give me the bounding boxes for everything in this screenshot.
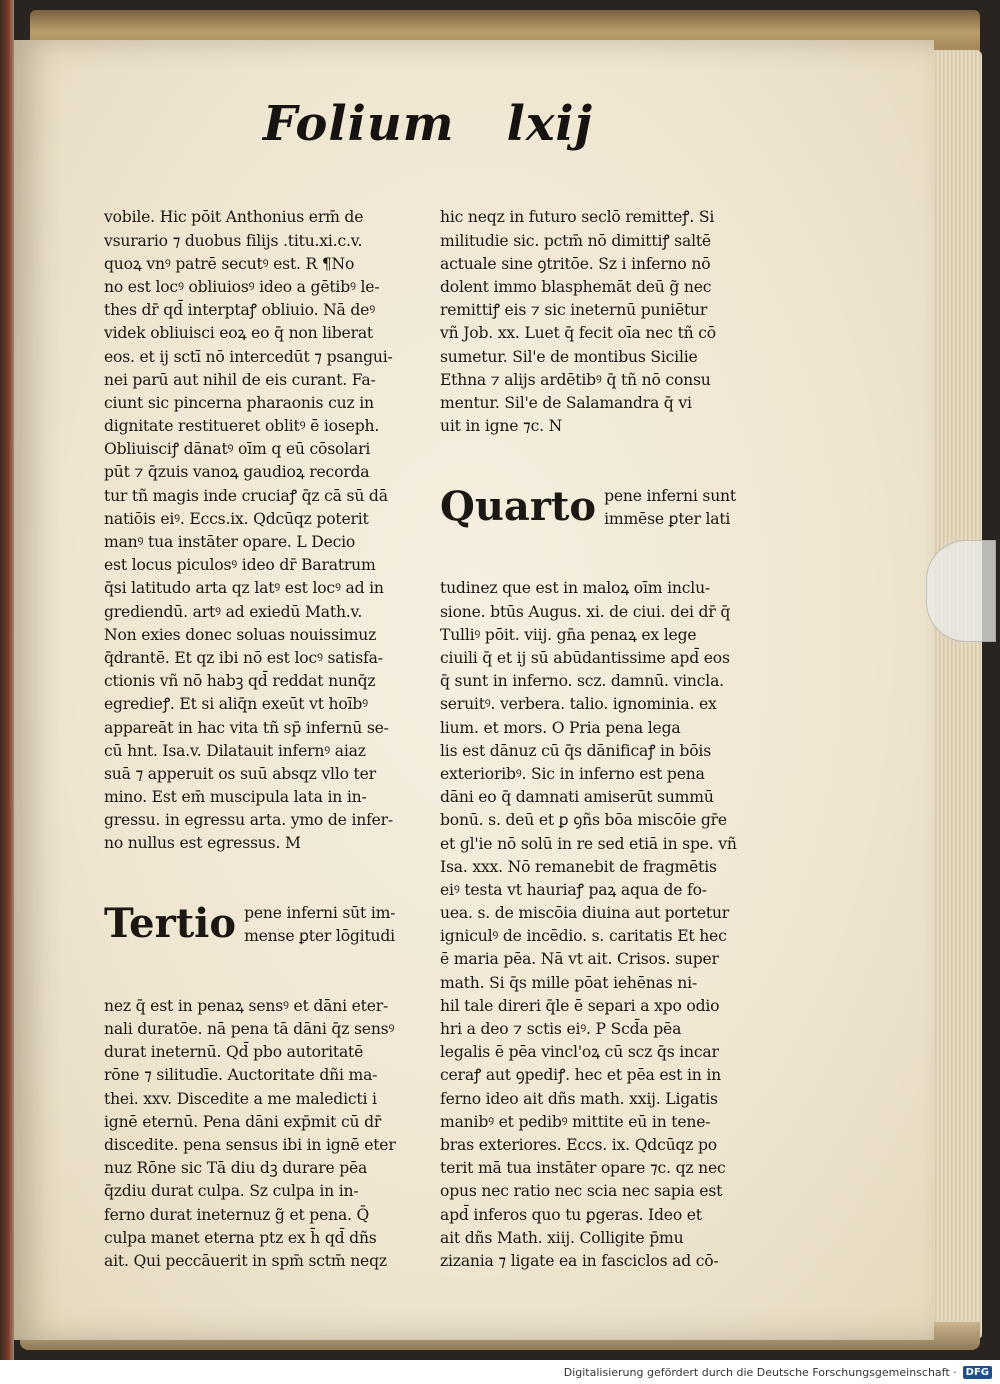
book-spine [0, 0, 14, 1360]
folio-word: Folium [262, 96, 455, 152]
text-line: nei parū aut nihil de eis curant. Fa- [104, 370, 376, 389]
text-line: manibꝰ et pedibꝰ mittite eū in tene- [440, 1112, 711, 1131]
text-line: cū hnt. Isa.v. Dilatauit infernꝰ aiaz [104, 741, 366, 760]
text-line: ē maria pēa. Nā vt ait. Crisos. super [440, 950, 719, 969]
digitization-footer [0, 1360, 1000, 1384]
text-line: dāni eo q̄ damnati amiserūt summū [440, 788, 714, 807]
text-line: hic neqz in futuro seclō remitteꝭ. Si [440, 208, 715, 227]
text-line: opus nec ratio nec scia nec sapia est [440, 1182, 723, 1201]
text-line: vñ Job. xx. Luet q̄ fecit oīa nec tñ cō [440, 324, 716, 343]
text-line: ait. Qui peccāuerit in spm̄ sctm̄ neqz [104, 1251, 387, 1270]
left-initial-paragraph [104, 902, 434, 948]
text-line: durat ineternū. Qd̄ pbo autoritatē [104, 1043, 364, 1062]
folio-number: lxij [506, 96, 594, 152]
text-line: Ethna ⁊ alijs ardētibꝰ q̄ tñ nō consu [440, 370, 711, 389]
text-line: sione. btūs Augus. xi. de ciui. dei dr̄ q̄ [440, 602, 731, 621]
text-line: dignitate restitueret oblitꝰ ē ioseph. [104, 417, 380, 436]
text-line: immēse ꝑter lati [604, 509, 731, 528]
right-initial-lines [604, 485, 736, 531]
folio-header [258, 96, 598, 160]
text-line: pūt ⁊ q̄zuis vanoꝝ gaudioꝝ recorda [104, 463, 370, 482]
text-line: manꝰ tua instāter opare. L Decio [104, 533, 356, 552]
text-line: uea. s. de miscōia diuina aut portetur [440, 904, 730, 923]
text-line: q̄si latitudo arta qz latꝰ est locꝰ ad in [104, 579, 384, 598]
right-initial-paragraph [440, 482, 770, 531]
text-line: lium. et mors. O Pria pena lega [440, 718, 681, 737]
text-line: culpa manet eterna ptz ex h̄ qd̄ dñs [104, 1228, 377, 1247]
text-line: zizania ⁊ ligate ea in fasciclos ad cō- [440, 1251, 719, 1270]
text-line: exterioribꝰ. Sic in inferno est pena [440, 764, 705, 783]
text-line: egredieꝭ. Et si aliq̄n exeūt vt hoībꝰ [104, 695, 368, 714]
text-line: thei. xxv. Discedite a me maledicti i [104, 1089, 377, 1108]
text-line: vobile. Hic pōit Anthonius erm̄ de [104, 208, 364, 227]
text-line: mentur. Sil'e de Salamandra q̄ vi [440, 393, 692, 412]
text-line: actuale sine ꝯtritōe. Sz i inferno nō [440, 254, 711, 273]
text-line: natiōis eiꝰ. Eccs.ix. Qdcūqz poterit [104, 509, 369, 528]
text-line: q̄zdiu durat culpa. Sz culpa in in- [104, 1182, 359, 1201]
initial-word-quarto: Quarto [440, 482, 597, 530]
left-initial-lines [244, 902, 395, 948]
text-line: uit in igne ⁊c. N [440, 417, 563, 436]
text-line: igniculꝰ de incēdio. s. caritatis Et hec [440, 927, 727, 946]
text-line: bonū. s. deū et ꝑ ꝯñs bōa miscōie gr̄e [440, 811, 727, 830]
footer-credit: Digitalisierung gefördert durch die Deutsche Forschungsgemeinschaft · [563, 1365, 957, 1379]
text-line: Isa. xxx. Nō remanebit de fragmētis [440, 857, 717, 876]
text-line: Tulliꝰ pōit. viij. gn̄a penaꝝ ex lege [440, 625, 697, 644]
text-line: terit mā tua instāter opare ⁊c. qz nec [440, 1159, 726, 1178]
text-line: nez q̄ est in penaꝝ sensꝰ et dāni eter- [104, 996, 389, 1015]
text-line: rōne ⁊ silitudīe. Auctoritate dñi ma- [104, 1066, 378, 1085]
text-line: no est locꝰ obliuiosꝰ ideo a gētibꝰ le- [104, 277, 380, 296]
text-line: nali duratōe. nā pena tā dāni q̄z sensꝰ [104, 1020, 395, 1039]
text-line: dolent immo blasphemāt deū g̃ nec [440, 277, 712, 296]
right-column-bottom-text [440, 577, 770, 1273]
text-line: nuz Rōne sic Tā diu dꝫ durare pēa [104, 1159, 368, 1178]
text-line: apd̄ inferos quo tu ꝑgeras. Ideo et [440, 1205, 702, 1224]
text-line: militudie sic. pctm̄ nō dimittiꝭ saltē [440, 231, 711, 250]
text-line: mense ꝑter lōgitudi [244, 927, 395, 946]
text-line: eiꝰ testa vt hauriaꝭ paꝝ aqua de fo- [440, 880, 707, 899]
text-line: ferno ideo ait dñs math. xxij. Ligatis [440, 1089, 718, 1108]
initial-word-tertio: Tertio [104, 900, 237, 948]
text-line: ciuili q̄ et ij sū abūdantissime apd̄ eos [440, 649, 730, 668]
text-line: ctionis vñ nō habꝫ qd̄ reddat nunq̄z [104, 672, 376, 691]
text-line: q̄ sunt in inferno. scz. damnū. vincla. [440, 672, 724, 691]
text-line: tudinez que est in maloꝝ oīm inclu- [440, 579, 710, 598]
right-column [440, 160, 770, 1296]
text-line: q̄drantē. Et qz ibi nō est locꝰ satisfa- [104, 648, 383, 667]
text-line: seruitꝰ. verbera. talio. ignominia. ex [440, 695, 717, 714]
text-line: ait dñs Math. xiij. Colligite p̄mu [440, 1228, 684, 1247]
text-line: ignē eternū. Pena dāni exp̄mit cū dr̄ [104, 1112, 382, 1131]
left-column-bottom-text [104, 995, 434, 1273]
left-column [104, 160, 434, 1296]
dfg-logo: DFG [963, 1366, 992, 1379]
text-line: discedite. pena sensus ibi in ignē eter [104, 1135, 396, 1154]
text-line: ceraꝭ aut ꝯpediꝭ. hec et pēa est in in [440, 1066, 722, 1085]
text-line: ciunt sic pincerna pharaonis cuz in [104, 393, 374, 412]
text-line: quoꝝ vnꝰ patrē secutꝰ est. R ¶No [104, 254, 355, 273]
text-line: eos. et ij sctī nō intercedūt ⁊ psangui- [104, 347, 393, 366]
text-line: Non exies donec soluas nouissimuz [104, 625, 377, 644]
text-line: legalis ē pēa vincl'oꝝ cū scz q̄s incar [440, 1043, 719, 1062]
text-line: appareāt in hac vita tñ sp̄ infernū se- [104, 718, 389, 737]
page-clip [926, 540, 996, 642]
text-line: gressu. in egressu arta. ymo de infer- [104, 811, 394, 830]
text-line: pene inferni sūt im- [244, 904, 396, 923]
text-line: grediendū. artꝰ ad exiedū Math.v. [104, 602, 363, 621]
left-column-top-text [104, 206, 434, 855]
text-line: est locus piculosꝰ ideo dr̄ Baratrum [104, 556, 376, 575]
text-line: Obliuisciꝭ dānatꝰ oīm q eū cōsolari [104, 440, 371, 459]
text-line: tur tñ magis inde cruciaꝭ q̄z cā sū dā [104, 486, 388, 505]
text-line: vsurario ⁊ duobus filijs .titu.xi.c.v. [104, 231, 363, 250]
text-line: bras exteriores. Eccs. ix. Qdcūqz po [440, 1135, 717, 1154]
text-line: suā ⁊ apperuit os suū absqz vllo ter [104, 764, 376, 783]
text-line: sumetur. Sil'e de montibus Sicilie [440, 347, 698, 366]
text-line: lis est dānuz cū q̄s dānificaꝭ in bōis [440, 741, 711, 760]
text-line: ferno durat ineternuz g̃ et pena. Q̄ [104, 1205, 370, 1224]
text-line: hil tale direri q̄le ē separi a xpo odio [440, 996, 720, 1015]
text-line: no nullus est egressus. M [104, 834, 301, 853]
text-line: mino. Est em̄ muscipula lata in in- [104, 788, 367, 807]
book-fore-edge [930, 50, 982, 1340]
text-line: math. Si q̄s mille pōat iehēnas ni- [440, 973, 697, 992]
text-line: remittiꝭ eis ⁊ sic ineternū puniētur [440, 301, 708, 320]
text-line: hri a deo ⁊ sctis eiꝰ. P Scd̄a pēa [440, 1020, 682, 1039]
text-line: thes dr̄ qd̄ interptaꝭ obliuio. Nā deꝰ [104, 301, 375, 320]
text-line: pene inferni sunt [604, 486, 736, 505]
text-line: videk obliuisci eoꝝ eo q̄ non liberat [104, 324, 374, 343]
right-column-top-text [440, 206, 770, 438]
text-line: et gl'ie nō solū in re sed etiā in spe. vñ [440, 834, 737, 853]
